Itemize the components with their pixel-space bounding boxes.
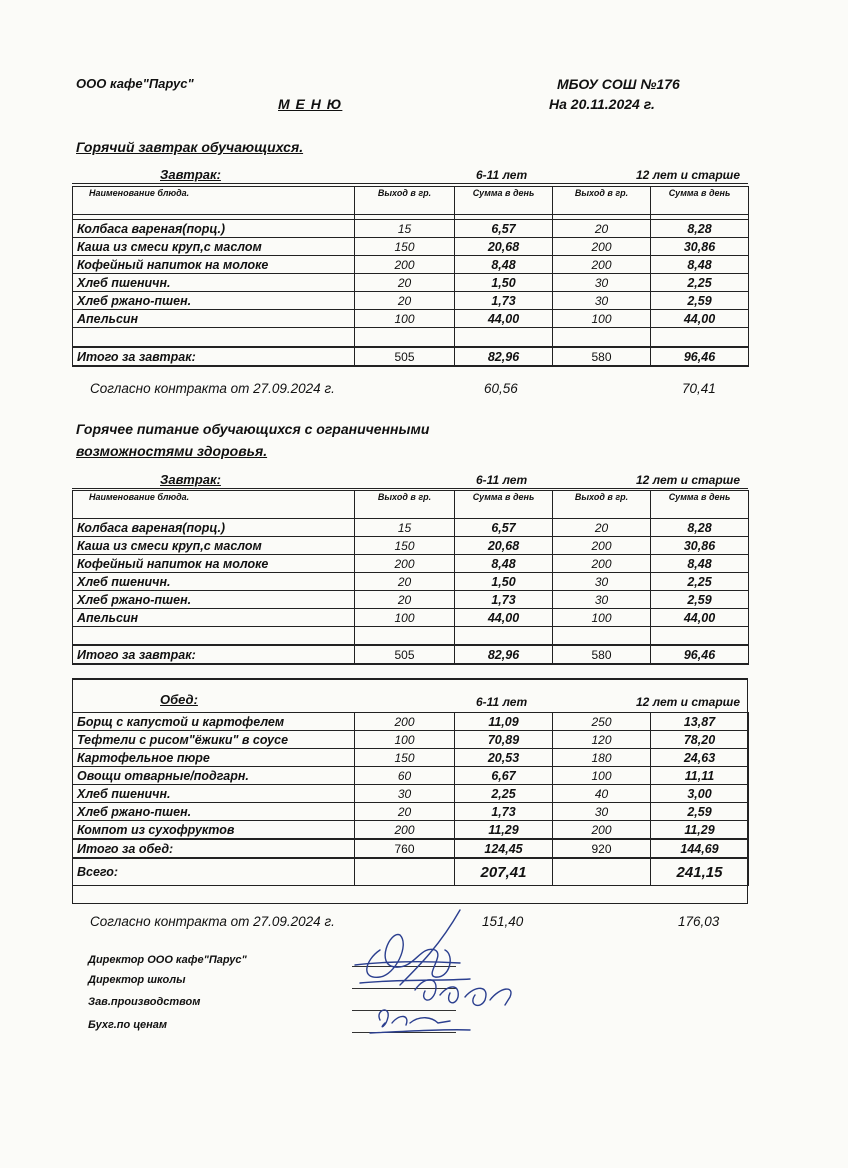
sum-6-11: 1,73 bbox=[455, 803, 553, 821]
section2-meal: Завтрак: bbox=[160, 472, 221, 487]
signature-label-school-director: Директор школы bbox=[88, 974, 186, 986]
empty-cell bbox=[651, 328, 749, 348]
menu-title: М Е Н Ю bbox=[278, 96, 343, 112]
output-12-plus: 200 bbox=[553, 256, 651, 274]
sum-12-plus: 8,28 bbox=[651, 220, 749, 238]
empty-row bbox=[73, 627, 749, 646]
sum-6-11: 6,57 bbox=[455, 220, 553, 238]
output-12-plus: 30 bbox=[553, 274, 651, 292]
sum-12-plus: 30,86 bbox=[651, 537, 749, 555]
output-12-plus: 200 bbox=[553, 238, 651, 256]
dish-name: Борщ с капустой и картофелем bbox=[73, 713, 355, 731]
output-6-11: 60 bbox=[355, 767, 455, 785]
table-row bbox=[73, 238, 749, 256]
output-6-11: 200 bbox=[355, 713, 455, 731]
empty-cell bbox=[553, 627, 651, 646]
sum-6-11: 44,00 bbox=[455, 310, 553, 328]
grand-total-6-11: 207,41 bbox=[455, 858, 553, 886]
table-row bbox=[73, 713, 749, 731]
sum-6-11: 1,50 bbox=[455, 274, 553, 292]
output-6-11: 20 bbox=[355, 292, 455, 310]
total-output-6-11: 505 bbox=[355, 347, 455, 366]
sum-6-11: 11,29 bbox=[455, 821, 553, 840]
column-header-output: Выход в гр. bbox=[355, 187, 455, 215]
section2-contract-label: Согласно контракта от 27.09.2024 г. bbox=[90, 914, 335, 929]
output-12-plus: 250 bbox=[553, 713, 651, 731]
signature-label-production-head: Зав.производством bbox=[88, 996, 201, 1008]
table-header-row bbox=[73, 187, 749, 215]
total-label: Итого за обед: bbox=[73, 839, 355, 858]
sum-12-plus: 44,00 bbox=[651, 609, 749, 627]
output-6-11: 20 bbox=[355, 573, 455, 591]
table-row bbox=[73, 555, 749, 573]
dish-name: Компот из сухофруктов bbox=[73, 821, 355, 840]
handwritten-signatures bbox=[340, 905, 530, 1045]
lunch-meal: Обед: bbox=[160, 692, 198, 707]
sum-12-plus: 2,25 bbox=[651, 274, 749, 292]
empty-cell bbox=[455, 627, 553, 646]
dish-name: Хлеб пшеничн. bbox=[73, 785, 355, 803]
column-header-output: Выход в гр. bbox=[553, 491, 651, 519]
table-row bbox=[73, 292, 749, 310]
dish-name: Кофейный напиток на молоке bbox=[73, 555, 355, 573]
empty-cell bbox=[73, 627, 355, 646]
sum-12-plus: 8,48 bbox=[651, 256, 749, 274]
section2-age2: 12 лет и старше bbox=[636, 473, 741, 487]
sum-12-plus: 13,87 bbox=[651, 713, 749, 731]
table-row bbox=[73, 767, 749, 785]
breakfast-total-row bbox=[73, 347, 749, 366]
total-output-6-11: 760 bbox=[355, 839, 455, 858]
section1-title: Горячий завтрак обучающихся. bbox=[76, 139, 304, 155]
total-output-12-plus: 580 bbox=[553, 645, 651, 664]
section1-contract-label: Согласно контракта от 27.09.2024 г. bbox=[90, 381, 335, 396]
total-sum-12-plus: 96,46 bbox=[651, 347, 749, 366]
column-header-sum: Сумма в день bbox=[455, 491, 553, 519]
table-row bbox=[73, 749, 749, 767]
table-row bbox=[73, 591, 749, 609]
sum-6-11: 20,68 bbox=[455, 537, 553, 555]
total-sum-6-11: 82,96 bbox=[455, 645, 553, 664]
dish-name: Хлеб ржано-пшен. bbox=[73, 803, 355, 821]
section2-age1: 6-11 лет bbox=[476, 473, 528, 487]
empty-cell bbox=[651, 627, 749, 646]
total-output-6-11: 505 bbox=[355, 645, 455, 664]
sum-6-11: 11,09 bbox=[455, 713, 553, 731]
grand-total-label: Всего: bbox=[73, 858, 355, 886]
output-6-11: 200 bbox=[355, 821, 455, 840]
dish-name: Хлеб пшеничн. bbox=[73, 274, 355, 292]
total-sum-6-11: 82,96 bbox=[455, 347, 553, 366]
sum-12-plus: 8,48 bbox=[651, 555, 749, 573]
output-12-plus: 30 bbox=[553, 591, 651, 609]
sum-12-plus: 2,25 bbox=[651, 573, 749, 591]
sum-6-11: 1,73 bbox=[455, 292, 553, 310]
total-sum-12-plus: 144,69 bbox=[651, 839, 749, 858]
sum-6-11: 8,48 bbox=[455, 555, 553, 573]
dish-name: Каша из смеси круп,с маслом bbox=[73, 238, 355, 256]
output-12-plus: 30 bbox=[553, 803, 651, 821]
output-6-11: 20 bbox=[355, 803, 455, 821]
output-6-11: 150 bbox=[355, 749, 455, 767]
dish-name: Каша из смеси круп,с маслом bbox=[73, 537, 355, 555]
section2-title-1: Горячее питание обучающихся с ограниченными bbox=[76, 421, 430, 437]
column-header-output: Выход в гр. bbox=[553, 187, 651, 215]
sum-6-11: 8,48 bbox=[455, 256, 553, 274]
section1-age2: 12 лет и старше bbox=[636, 168, 741, 182]
menu-date: На 20.11.2024 г. bbox=[549, 96, 655, 112]
sum-12-plus: 2,59 bbox=[651, 292, 749, 310]
table-row bbox=[73, 573, 749, 591]
total-output-12-plus: 920 bbox=[553, 839, 651, 858]
output-6-11: 150 bbox=[355, 537, 455, 555]
total-sum-12-plus: 96,46 bbox=[651, 645, 749, 664]
sum-12-plus: 78,20 bbox=[651, 731, 749, 749]
empty-cell bbox=[553, 328, 651, 348]
output-12-plus: 200 bbox=[553, 537, 651, 555]
section1-meal: Завтрак: bbox=[160, 167, 221, 182]
output-12-plus: 100 bbox=[553, 767, 651, 785]
sum-12-plus: 11,29 bbox=[651, 821, 749, 840]
total-output-12-plus: 580 bbox=[553, 347, 651, 366]
table-row bbox=[73, 220, 749, 238]
table-header-row bbox=[73, 491, 749, 519]
output-6-11: 15 bbox=[355, 519, 455, 537]
table-row bbox=[73, 785, 749, 803]
section1-contract-1: 60,56 bbox=[484, 381, 518, 396]
total-label: Итого за завтрак: bbox=[73, 645, 355, 664]
table-row bbox=[73, 274, 749, 292]
sum-6-11: 20,53 bbox=[455, 749, 553, 767]
section2-contract-1: 151,40 bbox=[482, 914, 524, 929]
sum-6-11: 44,00 bbox=[455, 609, 553, 627]
sum-6-11: 1,50 bbox=[455, 573, 553, 591]
output-12-plus: 100 bbox=[553, 609, 651, 627]
sum-6-11: 6,67 bbox=[455, 767, 553, 785]
lunch-age2: 12 лет и старше bbox=[636, 695, 741, 709]
output-12-plus: 200 bbox=[553, 555, 651, 573]
output-12-plus: 30 bbox=[553, 573, 651, 591]
sum-12-plus: 8,28 bbox=[651, 519, 749, 537]
section1-table bbox=[72, 186, 749, 367]
section1-contract-2: 70,41 bbox=[682, 381, 716, 396]
sum-6-11: 6,57 bbox=[455, 519, 553, 537]
output-12-plus: 100 bbox=[553, 310, 651, 328]
output-12-plus: 200 bbox=[553, 821, 651, 840]
output-6-11: 100 bbox=[355, 609, 455, 627]
output-6-11: 20 bbox=[355, 274, 455, 292]
signature-label-accountant: Бухг.по ценам bbox=[88, 1019, 167, 1031]
dish-name: Хлеб ржано-пшен. bbox=[73, 292, 355, 310]
table-row bbox=[73, 537, 749, 555]
lunch-total-row bbox=[73, 839, 749, 858]
table-row bbox=[73, 256, 749, 274]
dish-name: Хлеб ржано-пшен. bbox=[73, 591, 355, 609]
sum-12-plus: 2,59 bbox=[651, 591, 749, 609]
table-row bbox=[73, 310, 749, 328]
column-header-sum: Сумма в день bbox=[651, 491, 749, 519]
sum-6-11: 20,68 bbox=[455, 238, 553, 256]
table-row bbox=[73, 609, 749, 627]
dish-name: Апельсин bbox=[73, 609, 355, 627]
output-6-11: 200 bbox=[355, 555, 455, 573]
dish-name: Кофейный напиток на молоке bbox=[73, 256, 355, 274]
output-6-11: 30 bbox=[355, 785, 455, 803]
column-header-name: Наименование блюда. bbox=[73, 187, 355, 215]
output-12-plus: 120 bbox=[553, 731, 651, 749]
table-row bbox=[73, 731, 749, 749]
table-row bbox=[73, 821, 749, 840]
breakfast-total-row bbox=[73, 645, 749, 664]
signature-label-cafe-director: Директор ООО кафе"Парус" bbox=[88, 954, 247, 966]
dish-name: Апельсин bbox=[73, 310, 355, 328]
grand-total-row bbox=[73, 858, 749, 886]
column-header-output: Выход в гр. bbox=[355, 491, 455, 519]
output-12-plus: 40 bbox=[553, 785, 651, 803]
sum-6-11: 1,73 bbox=[455, 591, 553, 609]
table-row bbox=[73, 803, 749, 821]
table-row bbox=[73, 519, 749, 537]
total-sum-6-11: 124,45 bbox=[455, 839, 553, 858]
empty-cell bbox=[355, 858, 455, 886]
output-6-11: 15 bbox=[355, 220, 455, 238]
output-12-plus: 180 bbox=[553, 749, 651, 767]
section2-contract-2: 176,03 bbox=[678, 914, 720, 929]
dish-name: Овощи отварные/подгарн. bbox=[73, 767, 355, 785]
output-12-plus: 20 bbox=[553, 519, 651, 537]
output-12-plus: 30 bbox=[553, 292, 651, 310]
org-name: ООО кафе"Парус" bbox=[76, 76, 194, 91]
section2-table bbox=[72, 490, 749, 665]
output-6-11: 100 bbox=[355, 310, 455, 328]
sum-6-11: 2,25 bbox=[455, 785, 553, 803]
dish-name: Картофельное пюре bbox=[73, 749, 355, 767]
dish-name: Колбаса вареная(порц.) bbox=[73, 220, 355, 238]
empty-cell bbox=[355, 328, 455, 348]
dish-name: Хлеб пшеничн. bbox=[73, 573, 355, 591]
output-6-11: 20 bbox=[355, 591, 455, 609]
empty-cell bbox=[553, 858, 651, 886]
sum-12-plus: 24,63 bbox=[651, 749, 749, 767]
grand-total-12-plus: 241,15 bbox=[651, 858, 749, 886]
output-12-plus: 20 bbox=[553, 220, 651, 238]
empty-cell bbox=[355, 627, 455, 646]
output-6-11: 150 bbox=[355, 238, 455, 256]
total-label: Итого за завтрак: bbox=[73, 347, 355, 366]
sum-12-plus: 3,00 bbox=[651, 785, 749, 803]
empty-cell bbox=[73, 328, 355, 348]
output-6-11: 100 bbox=[355, 731, 455, 749]
output-6-11: 200 bbox=[355, 256, 455, 274]
school-name: МБОУ СОШ №176 bbox=[557, 76, 680, 92]
empty-cell bbox=[455, 328, 553, 348]
column-header-sum: Сумма в день bbox=[455, 187, 553, 215]
dish-name: Тефтели с рисом"ёжики" в соусе bbox=[73, 731, 355, 749]
section1-age1: 6-11 лет bbox=[476, 168, 528, 182]
lunch-table bbox=[72, 712, 749, 886]
dish-name: Колбаса вареная(порц.) bbox=[73, 519, 355, 537]
column-header-name: Наименование блюда. bbox=[73, 491, 355, 519]
column-header-sum: Сумма в день bbox=[651, 187, 749, 215]
lunch-age1: 6-11 лет bbox=[476, 695, 528, 709]
sum-12-plus: 2,59 bbox=[651, 803, 749, 821]
section2-title-2: возможностями здоровья. bbox=[76, 443, 268, 459]
sum-12-plus: 30,86 bbox=[651, 238, 749, 256]
sum-12-plus: 44,00 bbox=[651, 310, 749, 328]
sum-12-plus: 11,11 bbox=[651, 767, 749, 785]
empty-row bbox=[73, 328, 749, 348]
sum-6-11: 70,89 bbox=[455, 731, 553, 749]
